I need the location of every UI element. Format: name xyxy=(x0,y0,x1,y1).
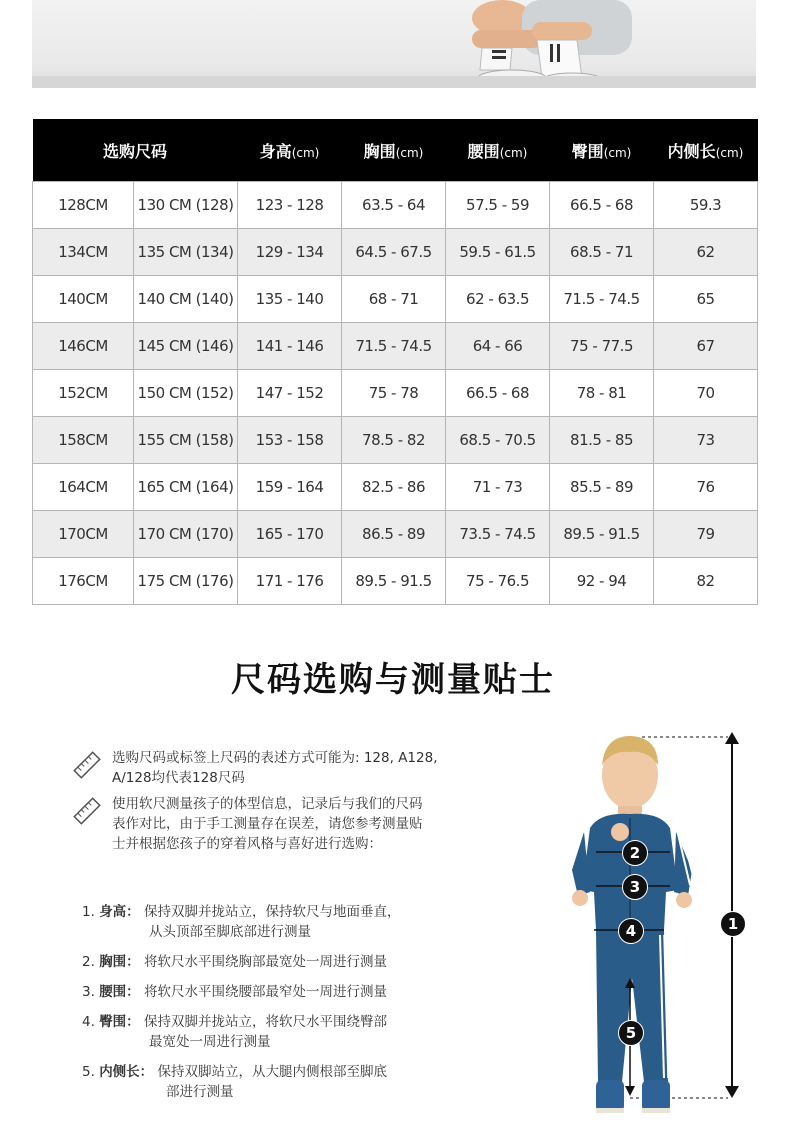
tip-2 xyxy=(72,794,452,854)
table-cell: 78.5 - 82 xyxy=(342,417,446,464)
step-label: 身高： xyxy=(99,904,140,920)
table-header-row xyxy=(33,119,758,182)
table-cell: 57.5 - 59 xyxy=(446,182,550,229)
table-cell: 129 - 134 xyxy=(238,229,342,276)
table-cell: 63.5 - 64 xyxy=(342,182,446,229)
ruler-icon xyxy=(72,750,102,780)
step-label: 胸围： xyxy=(99,954,140,970)
floor xyxy=(32,76,756,88)
step-chest xyxy=(82,952,482,972)
tip-2-text: 使用软尺测量孩子的体型信息，记录后与我们的尺码表作对比，由于手工测量存在误差，请您参考测量贴士并根据您孩子的穿着风格与喜好进行选购： xyxy=(112,796,423,852)
table-cell: 67 xyxy=(654,323,758,370)
header-inseam: 内侧长(cm) xyxy=(654,119,758,182)
kid-tracksuit-image xyxy=(560,720,786,1140)
table-cell: 145 CM (146) xyxy=(134,323,238,370)
step-height xyxy=(82,902,482,942)
table-row xyxy=(33,417,758,464)
step-text: 保持双脚站立，从大腿内侧根部至脚底 xyxy=(157,1064,387,1080)
table-cell: 68 - 71 xyxy=(342,276,446,323)
table-cell: 82 xyxy=(654,558,758,605)
table-cell: 175 CM (176) xyxy=(134,558,238,605)
table-cell: 128CM xyxy=(33,182,134,229)
table-cell: 171 - 176 xyxy=(238,558,342,605)
table-cell: 59.5 - 61.5 xyxy=(446,229,550,276)
table-cell: 141 - 146 xyxy=(238,323,342,370)
step-number: 3. xyxy=(82,984,95,1000)
table-cell: 89.5 - 91.5 xyxy=(550,511,654,558)
step-text-cont: 最宽处一周进行测量 xyxy=(149,1034,271,1050)
table-cell: 66.5 - 68 xyxy=(446,370,550,417)
table-cell: 79 xyxy=(654,511,758,558)
section-title: 尺码选购与测量贴士 xyxy=(231,660,555,700)
header-height: 身高(cm) xyxy=(238,119,342,182)
header-size: 选购尺码 xyxy=(33,119,238,182)
table-cell: 146CM xyxy=(33,323,134,370)
tip-1 xyxy=(72,748,452,788)
table-cell: 75 - 77.5 xyxy=(550,323,654,370)
table-cell: 159 - 164 xyxy=(238,464,342,511)
table-cell: 82.5 - 86 xyxy=(342,464,446,511)
table-cell: 134CM xyxy=(33,229,134,276)
size-chart-table xyxy=(32,119,758,605)
table-cell: 78 - 81 xyxy=(550,370,654,417)
step-waist xyxy=(82,982,482,1002)
table-cell: 64 - 66 xyxy=(446,323,550,370)
table-cell: 59.3 xyxy=(654,182,758,229)
marker-1: 1 xyxy=(720,911,746,937)
step-number: 2. xyxy=(82,954,95,970)
step-text-cont: 部进行测量 xyxy=(166,1084,234,1100)
table-cell: 170CM xyxy=(33,511,134,558)
table-cell: 165 - 170 xyxy=(238,511,342,558)
marker-3: 3 xyxy=(622,874,648,900)
header-hip: 臀围(cm) xyxy=(550,119,654,182)
table-row xyxy=(33,558,758,605)
table-cell: 135 CM (134) xyxy=(134,229,238,276)
table-cell: 123 - 128 xyxy=(238,182,342,229)
table-cell: 164CM xyxy=(33,464,134,511)
tip-1-text: 选购尺码或标签上尺码的表述方式可能为: 128, A128, A/128均代表128尺码 xyxy=(112,750,438,786)
table-row xyxy=(33,182,758,229)
banner-photo xyxy=(32,0,756,88)
table-cell: 62 - 63.5 xyxy=(446,276,550,323)
table-cell: 135 - 140 xyxy=(238,276,342,323)
table-cell: 68.5 - 71 xyxy=(550,229,654,276)
table-cell: 64.5 - 67.5 xyxy=(342,229,446,276)
table-cell: 89.5 - 91.5 xyxy=(342,558,446,605)
table-cell: 176CM xyxy=(33,558,134,605)
step-hip xyxy=(82,1012,482,1052)
step-number: 5. xyxy=(82,1064,95,1080)
table-cell: 155 CM (158) xyxy=(134,417,238,464)
table-cell: 75 - 78 xyxy=(342,370,446,417)
table-cell: 152CM xyxy=(33,370,134,417)
kid-sitting-image xyxy=(462,0,662,88)
table-cell: 92 - 94 xyxy=(550,558,654,605)
table-cell: 130 CM (128) xyxy=(134,182,238,229)
step-text: 保持双脚并拢站立，将软尺水平围绕臀部 xyxy=(143,1014,387,1030)
table-row xyxy=(33,323,758,370)
table-cell: 70 xyxy=(654,370,758,417)
table-cell: 81.5 - 85 xyxy=(550,417,654,464)
step-text: 保持双脚并拢站立，保持软尺与地面垂直， xyxy=(143,904,401,920)
step-label: 臀围： xyxy=(99,1014,140,1030)
table-row xyxy=(33,276,758,323)
table-cell: 147 - 152 xyxy=(238,370,342,417)
measurement-figure xyxy=(560,720,786,1140)
step-inseam xyxy=(82,1062,482,1102)
table-cell: 73 xyxy=(654,417,758,464)
table-row xyxy=(33,229,758,276)
table-cell: 140 CM (140) xyxy=(134,276,238,323)
step-text: 将软尺水平围绕胸部最宽处一周进行测量 xyxy=(143,954,387,970)
marker-5: 5 xyxy=(618,1020,644,1046)
table-cell: 150 CM (152) xyxy=(134,370,238,417)
ruler-icon xyxy=(72,796,102,826)
table-cell: 75 - 76.5 xyxy=(446,558,550,605)
table-cell: 68.5 - 70.5 xyxy=(446,417,550,464)
table-cell: 73.5 - 74.5 xyxy=(446,511,550,558)
step-text-cont: 从头顶部至脚底部进行测量 xyxy=(149,924,311,940)
step-number: 1. xyxy=(82,904,95,920)
step-label: 内侧长： xyxy=(99,1064,154,1080)
table-cell: 85.5 - 89 xyxy=(550,464,654,511)
step-text: 将软尺水平围绕腰部最窄处一周进行测量 xyxy=(143,984,387,1000)
table-cell: 153 - 158 xyxy=(238,417,342,464)
table-row xyxy=(33,370,758,417)
measurement-steps xyxy=(82,902,482,1112)
table-cell: 86.5 - 89 xyxy=(342,511,446,558)
header-chest: 胸围(cm) xyxy=(342,119,446,182)
header-waist: 腰围(cm) xyxy=(446,119,550,182)
table-cell: 66.5 - 68 xyxy=(550,182,654,229)
table-cell: 170 CM (170) xyxy=(134,511,238,558)
table-cell: 62 xyxy=(654,229,758,276)
table-cell: 71.5 - 74.5 xyxy=(550,276,654,323)
table-cell: 165 CM (164) xyxy=(134,464,238,511)
table-cell: 140CM xyxy=(33,276,134,323)
marker-2: 2 xyxy=(622,840,648,866)
table-cell: 71 - 73 xyxy=(446,464,550,511)
step-label: 腰围： xyxy=(99,984,140,1000)
table-cell: 65 xyxy=(654,276,758,323)
table-cell: 158CM xyxy=(33,417,134,464)
table-row xyxy=(33,511,758,558)
step-number: 4. xyxy=(82,1014,95,1030)
table-cell: 71.5 - 74.5 xyxy=(342,323,446,370)
marker-4: 4 xyxy=(618,918,644,944)
table-cell: 76 xyxy=(654,464,758,511)
table-row xyxy=(33,464,758,511)
